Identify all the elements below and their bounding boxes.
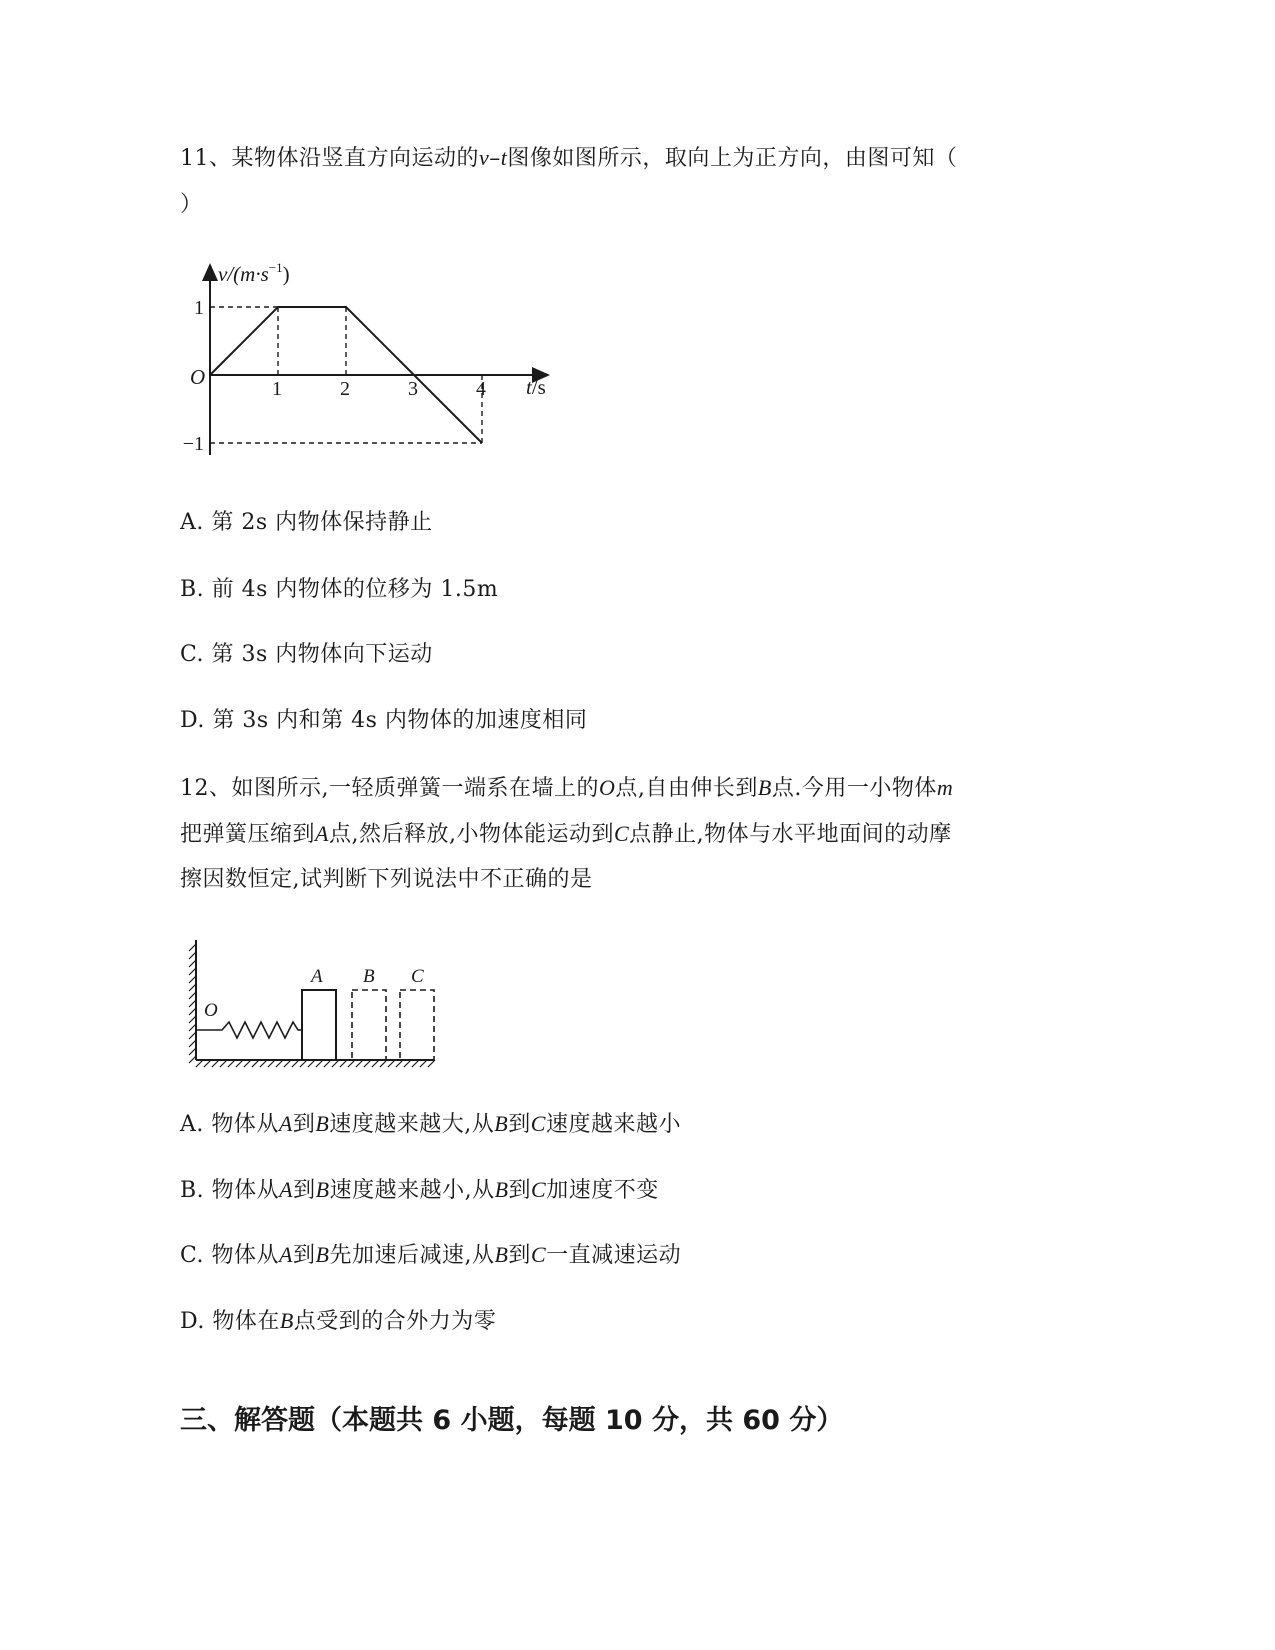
label-B: B [363, 966, 375, 987]
hatch-line [244, 1060, 251, 1067]
hatch-line [189, 952, 196, 959]
hatch-line [212, 1060, 219, 1067]
hatch-line [404, 1060, 411, 1067]
hatch-line [356, 1060, 363, 1067]
x-tick-label: 2 [340, 378, 350, 400]
section-3-heading: 三、解答题（本题共 6 小题，每题 10 分，共 60 分） [180, 1405, 844, 1436]
q11-option-b: B. 前 4s 内物体的位移为 1.5m [180, 577, 499, 602]
q11-stem-line1: 11、某物体沿竖直方向运动的v–t图像如图所示，取向上为正方向，由图可知（ [180, 145, 958, 171]
block-A [302, 990, 336, 1060]
vt-graph [180, 255, 560, 475]
hatch-line [348, 1060, 355, 1067]
hatch-line [276, 1060, 283, 1067]
hatch-line [189, 1048, 196, 1055]
q12-stem-line2: 把弹簧压缩到A点,然后释放,小物体能运动到C点静止,物体与水平地面间的动摩 [180, 821, 952, 847]
block-C [400, 990, 434, 1060]
hatch-line [189, 976, 196, 983]
ground-hatching [196, 1060, 435, 1067]
hatch-line [220, 1060, 227, 1067]
hatch-line [189, 992, 196, 999]
y-axis-label: $v/(m\cdot s^{-1})$ [218, 260, 290, 286]
y-tick-label: −1 [182, 433, 204, 455]
label-C: C [411, 966, 424, 987]
hatch-line [252, 1060, 259, 1067]
block-B [352, 990, 386, 1060]
hatch-line [189, 1016, 196, 1023]
x-tick-label: 3 [408, 378, 418, 400]
hatch-line [332, 1060, 339, 1067]
hatch-line [380, 1060, 387, 1067]
var-t: t [500, 145, 508, 170]
hatch-line [412, 1060, 419, 1067]
hatch-line [189, 1008, 196, 1015]
hatch-line [396, 1060, 403, 1067]
q12-stem-line3: 擦因数恒定,试判断下列说法中不正确的是 [180, 867, 593, 892]
hatch-line [189, 984, 196, 991]
x-tick-label: 1 [272, 378, 282, 400]
hatch-line [340, 1060, 347, 1067]
hatch-line [204, 1060, 211, 1067]
hatch-line [364, 1060, 371, 1067]
hatch-line [284, 1060, 291, 1067]
hatch-line [308, 1060, 315, 1067]
q11-stem-line2: ） [180, 192, 203, 217]
y-tick-label: 1 [194, 297, 204, 319]
wall-hatching [189, 944, 196, 1063]
q12-option-c: C. 物体从A到B先加速后减速,从B到C一直减速运动 [180, 1242, 682, 1268]
label-A: A [311, 966, 323, 987]
hatch-line [228, 1060, 235, 1067]
hatch-line [292, 1060, 299, 1067]
q11-option-d: D. 第 3s 内和第 4s 内物体的加速度相同 [180, 708, 588, 733]
hatch-line [189, 1040, 196, 1047]
x-tick-label: 4 [476, 378, 486, 400]
spring-figure [182, 932, 452, 1072]
hatch-line [268, 1060, 275, 1067]
hatch-line [388, 1060, 395, 1067]
hatch-line [189, 1032, 196, 1039]
spring [196, 1022, 302, 1038]
var-v: v [479, 145, 490, 170]
hatch-line [189, 960, 196, 967]
q11-option-a: A. 第 2s 内物体保持静止 [180, 510, 433, 535]
q12-option-d: D. 物体在B点受到的合外力为零 [180, 1308, 497, 1334]
hatch-line [236, 1060, 243, 1067]
hatch-line [316, 1060, 323, 1067]
hatch-line [260, 1060, 267, 1067]
q11-option-c: C. 第 3s 内物体向下运动 [180, 642, 433, 667]
hatch-line [324, 1060, 331, 1067]
hatch-line [189, 968, 196, 975]
hatch-line [189, 1056, 196, 1063]
hatch-line [189, 1024, 196, 1031]
label-O: O [204, 1000, 218, 1021]
hatch-line [189, 944, 196, 951]
q12-option-a: A. 物体从A到B速度越来越大,从B到C速度越来越小 [180, 1111, 681, 1137]
hatch-line [428, 1060, 435, 1067]
hatch-line [420, 1060, 427, 1067]
q12-option-b: B. 物体从A到B速度越来越小,从B到C加速度不变 [180, 1177, 659, 1203]
hatch-line [189, 1000, 196, 1007]
q12-stem-line1: 12、如图所示,一轻质弹簧一端系在墙上的O点,自由伸长到B点.今用一小物体m [180, 775, 954, 801]
hatch-line [196, 1060, 203, 1067]
hatch-line [300, 1060, 307, 1067]
origin-label: O [190, 365, 206, 389]
hatch-line [372, 1060, 379, 1067]
x-axis-label: t/s [526, 375, 546, 399]
